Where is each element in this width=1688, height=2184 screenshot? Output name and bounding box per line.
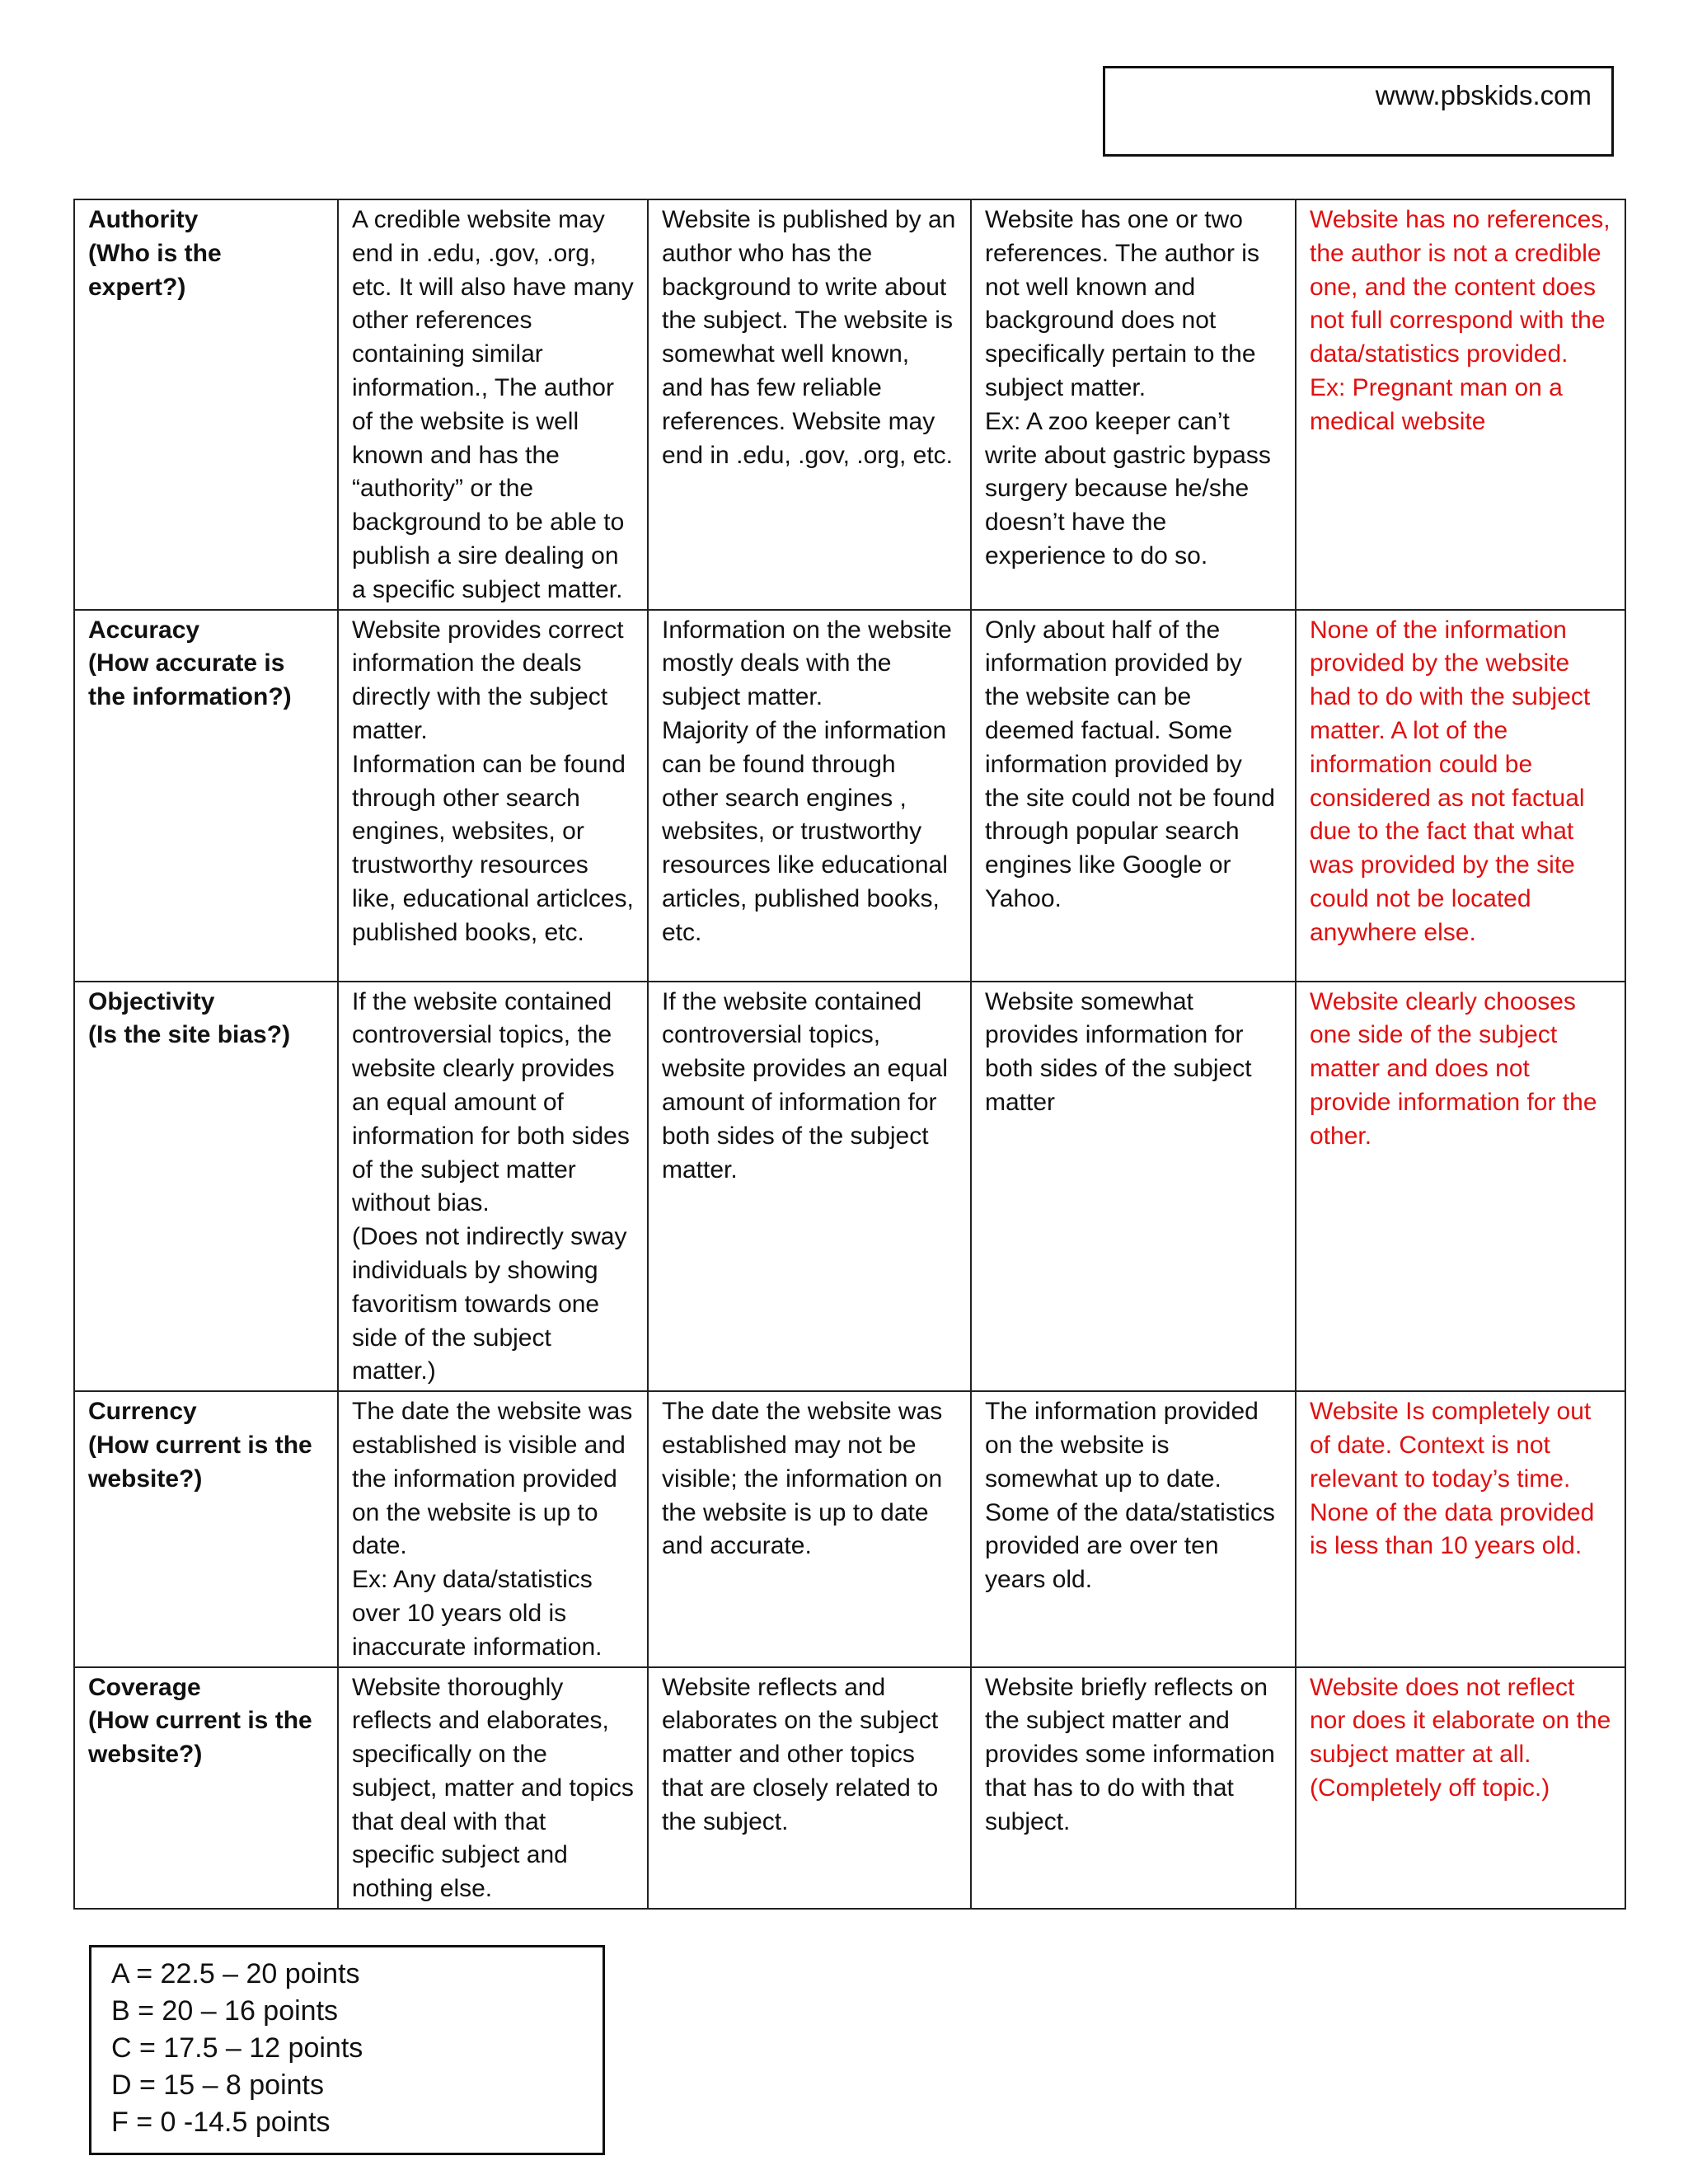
criterion-currency: Currency (How current is the website?) [74,1391,338,1666]
level-1-cell: Website has no references, the author is not a credible one, and the content does not full correspond with the data/statistics provided. Ex: Pregnant man on a medical website [1296,199,1625,610]
grade-c-line: C = 17.5 – 12 points [111,2032,363,2064]
level-1-cell: Website does not reflect nor does it elaborate on the subject matter at all. (Completely off topic.) [1296,1667,1625,1910]
level-2-cell: Website has one or two references. The author is not well known and background does not specifically pertain to the subject matter. Ex: A zoo keeper can’t write about gastric bypass surgery because he/she doesn’t have the experience to do so. [971,199,1296,610]
grade-f-line: F = 0 -14.5 points [111,2107,331,2138]
grade-a-line: A = 22.5 – 20 points [111,1958,360,1990]
level-1-cell: Website Is completely out of date. Context is not relevant to today’s time. None of the data provided is less than 10 years old. [1296,1391,1625,1666]
level-3-cell: The date the website was established may not be visible; the information on the website is up to date and accurate. [648,1391,971,1666]
level-2-cell: Website briefly reflects on the subject matter and provides some information that has to do with that subject. [971,1667,1296,1910]
level-1-cell: None of the information provided by the website had to do with the subject matter. A lot of the information could be considered as not factual due to the fact that what was provided by the site could not be located anywhere else. [1296,610,1625,982]
level-3-cell: Information on the website mostly deals with the subject matter. Majority of the information can be found through other search engines , websites, or trustworthy resources like educational articles, published books, etc. [648,610,971,982]
criterion-accuracy: Accuracy (How accurate is the information?) [74,610,338,982]
level-2-cell: Website somewhat provides information for both sides of the subject matter [971,982,1296,1392]
level-4-cell: Website provides correct information the deals directly with the subject matter. Information can be found through other search engines, websites, or trustworthy resources like, educational articlces, published books, etc. [338,610,648,982]
grade-d-line: D = 15 – 8 points [111,2069,325,2101]
level-4-cell: Website thoroughly reflects and elaborates, specifically on the subject, matter and topics that deal with that specific subject and nothing else. [338,1667,648,1910]
level-3-cell: Website is published by an author who has the background to write about the subject. The website is somewhat well known, and has few reliable references. Website may end in .edu, .gov, .org, etc. [648,199,971,610]
rubric-row-objectivity [74,982,1625,1392]
level-3-cell: Website reflects and elaborates on the subject matter and other topics that are closely related to the subject. [648,1667,971,1910]
level-3-cell: If the website contained controversial topics, website provides an equal amount of information for both sides of the subject matter. [648,982,971,1392]
evaluation-rubric-table [73,199,1626,1910]
grade-b-line: B = 20 – 16 points [111,1995,339,2027]
criterion-coverage: Coverage (How current is the website?) [74,1667,338,1910]
website-url: www.pbskids.com [1375,80,1592,110]
url-box [1103,66,1614,157]
rubric-row-accuracy [74,610,1625,982]
level-4-cell: If the website contained controversial topics, the website clearly provides an equal amount of information for both sides of the subject matter without bias. (Does not indirectly sway individuals by showing favoritism towards one side of the subject matter.) [338,982,648,1392]
criterion-objectivity: Objectivity (Is the site bias?) [74,982,338,1392]
rubric-row-authority [74,199,1625,610]
rubric-row-coverage [74,1667,1625,1910]
rubric-row-currency [74,1391,1625,1666]
grading-scale-box [89,1945,605,2155]
level-2-cell: Only about half of the information provided by the website can be deemed factual. Some information provided by the site could not be found through popular search engines like Google or Yahoo. [971,610,1296,982]
level-4-cell: A credible website may end in .edu, .gov, .org, etc. It will also have many other references containing similar information., The author of the website is well known and has the “authority” or the background to be able to publish a sire dealing on a specific subject matter. [338,199,648,610]
level-4-cell: The date the website was established is visible and the information provided on the website is up to date. Ex: Any data/statistics over 10 years old is inaccurate information. [338,1391,648,1666]
level-2-cell: The information provided on the website is somewhat up to date. Some of the data/statistics provided are over ten years old. [971,1391,1296,1666]
criterion-authority: Authority (Who is the expert?) [74,199,338,610]
level-1-cell: Website clearly chooses one side of the subject matter and does not provide information for the other. [1296,982,1625,1392]
